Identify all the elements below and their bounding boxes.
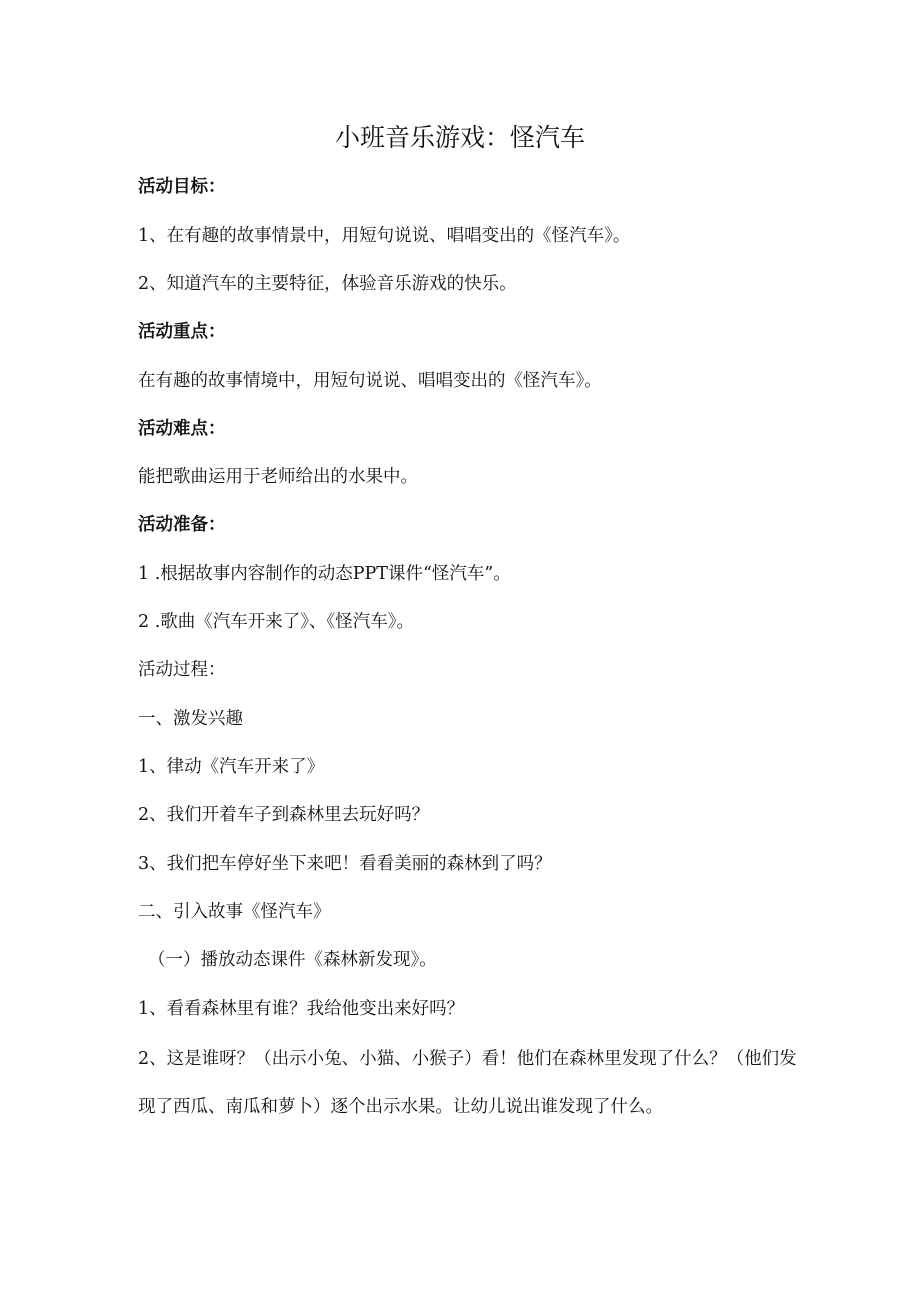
difficulty-text: 能把歌曲运用于老师给出的水果中。 xyxy=(138,467,418,487)
process-part-2: 二、引入故事《怪汽车》 xyxy=(138,902,331,922)
process-step-2: 2、我们开着车子到森林里去玩好吗？ xyxy=(138,805,430,825)
goal-item-1: 1、在有趣的故事情景中，用短句说说、唱唱变出的《怪汽车》。 xyxy=(138,226,631,246)
preparation-item-2: 2 .歌曲《汽车开来了》、《怪汽车》。 xyxy=(138,612,415,632)
preparation-item-1: 1 .根据故事内容制作的动态PPT课件“怪汽车”。 xyxy=(138,564,511,584)
section-heading-process: 活动过程： xyxy=(138,660,226,680)
process-part-1: 一、激发兴趣 xyxy=(138,709,243,729)
section-heading-key-point: 活动重点： xyxy=(138,322,226,342)
story-step-2: 2、这是谁呀？（出示小兔、小猫、小猴子）看！他们在森林里发现了什么？（他们发现了西瓜、南瓜和萝卜）逐个出示水果。让幼儿说出谁发现了什么。 xyxy=(138,1049,797,1117)
process-step-3: 3、我们把车停好坐下来吧！看看美丽的森林到了吗？ xyxy=(138,854,552,874)
section-heading-goals: 活动目标： xyxy=(138,177,226,197)
goal-item-2: 2、知道汽车的主要特征，体验音乐游戏的快乐。 xyxy=(138,274,517,294)
key-point-text: 在有趣的故事情境中，用短句说说、唱唱变出的《怪汽车》。 xyxy=(138,371,602,391)
section-heading-difficulty: 活动难点： xyxy=(138,419,226,439)
process-step-1: 1、律动《汽车开来了》 xyxy=(138,757,325,777)
section-heading-preparation: 活动准备： xyxy=(138,515,226,535)
document-title: 小班音乐游戏：怪汽车 xyxy=(334,123,585,152)
process-subpart-1: （一）播放动态课件《森林新发现》。 xyxy=(148,950,437,970)
story-step-1: 1、看看森林里有谁？我给他变出来好吗？ xyxy=(138,999,465,1019)
